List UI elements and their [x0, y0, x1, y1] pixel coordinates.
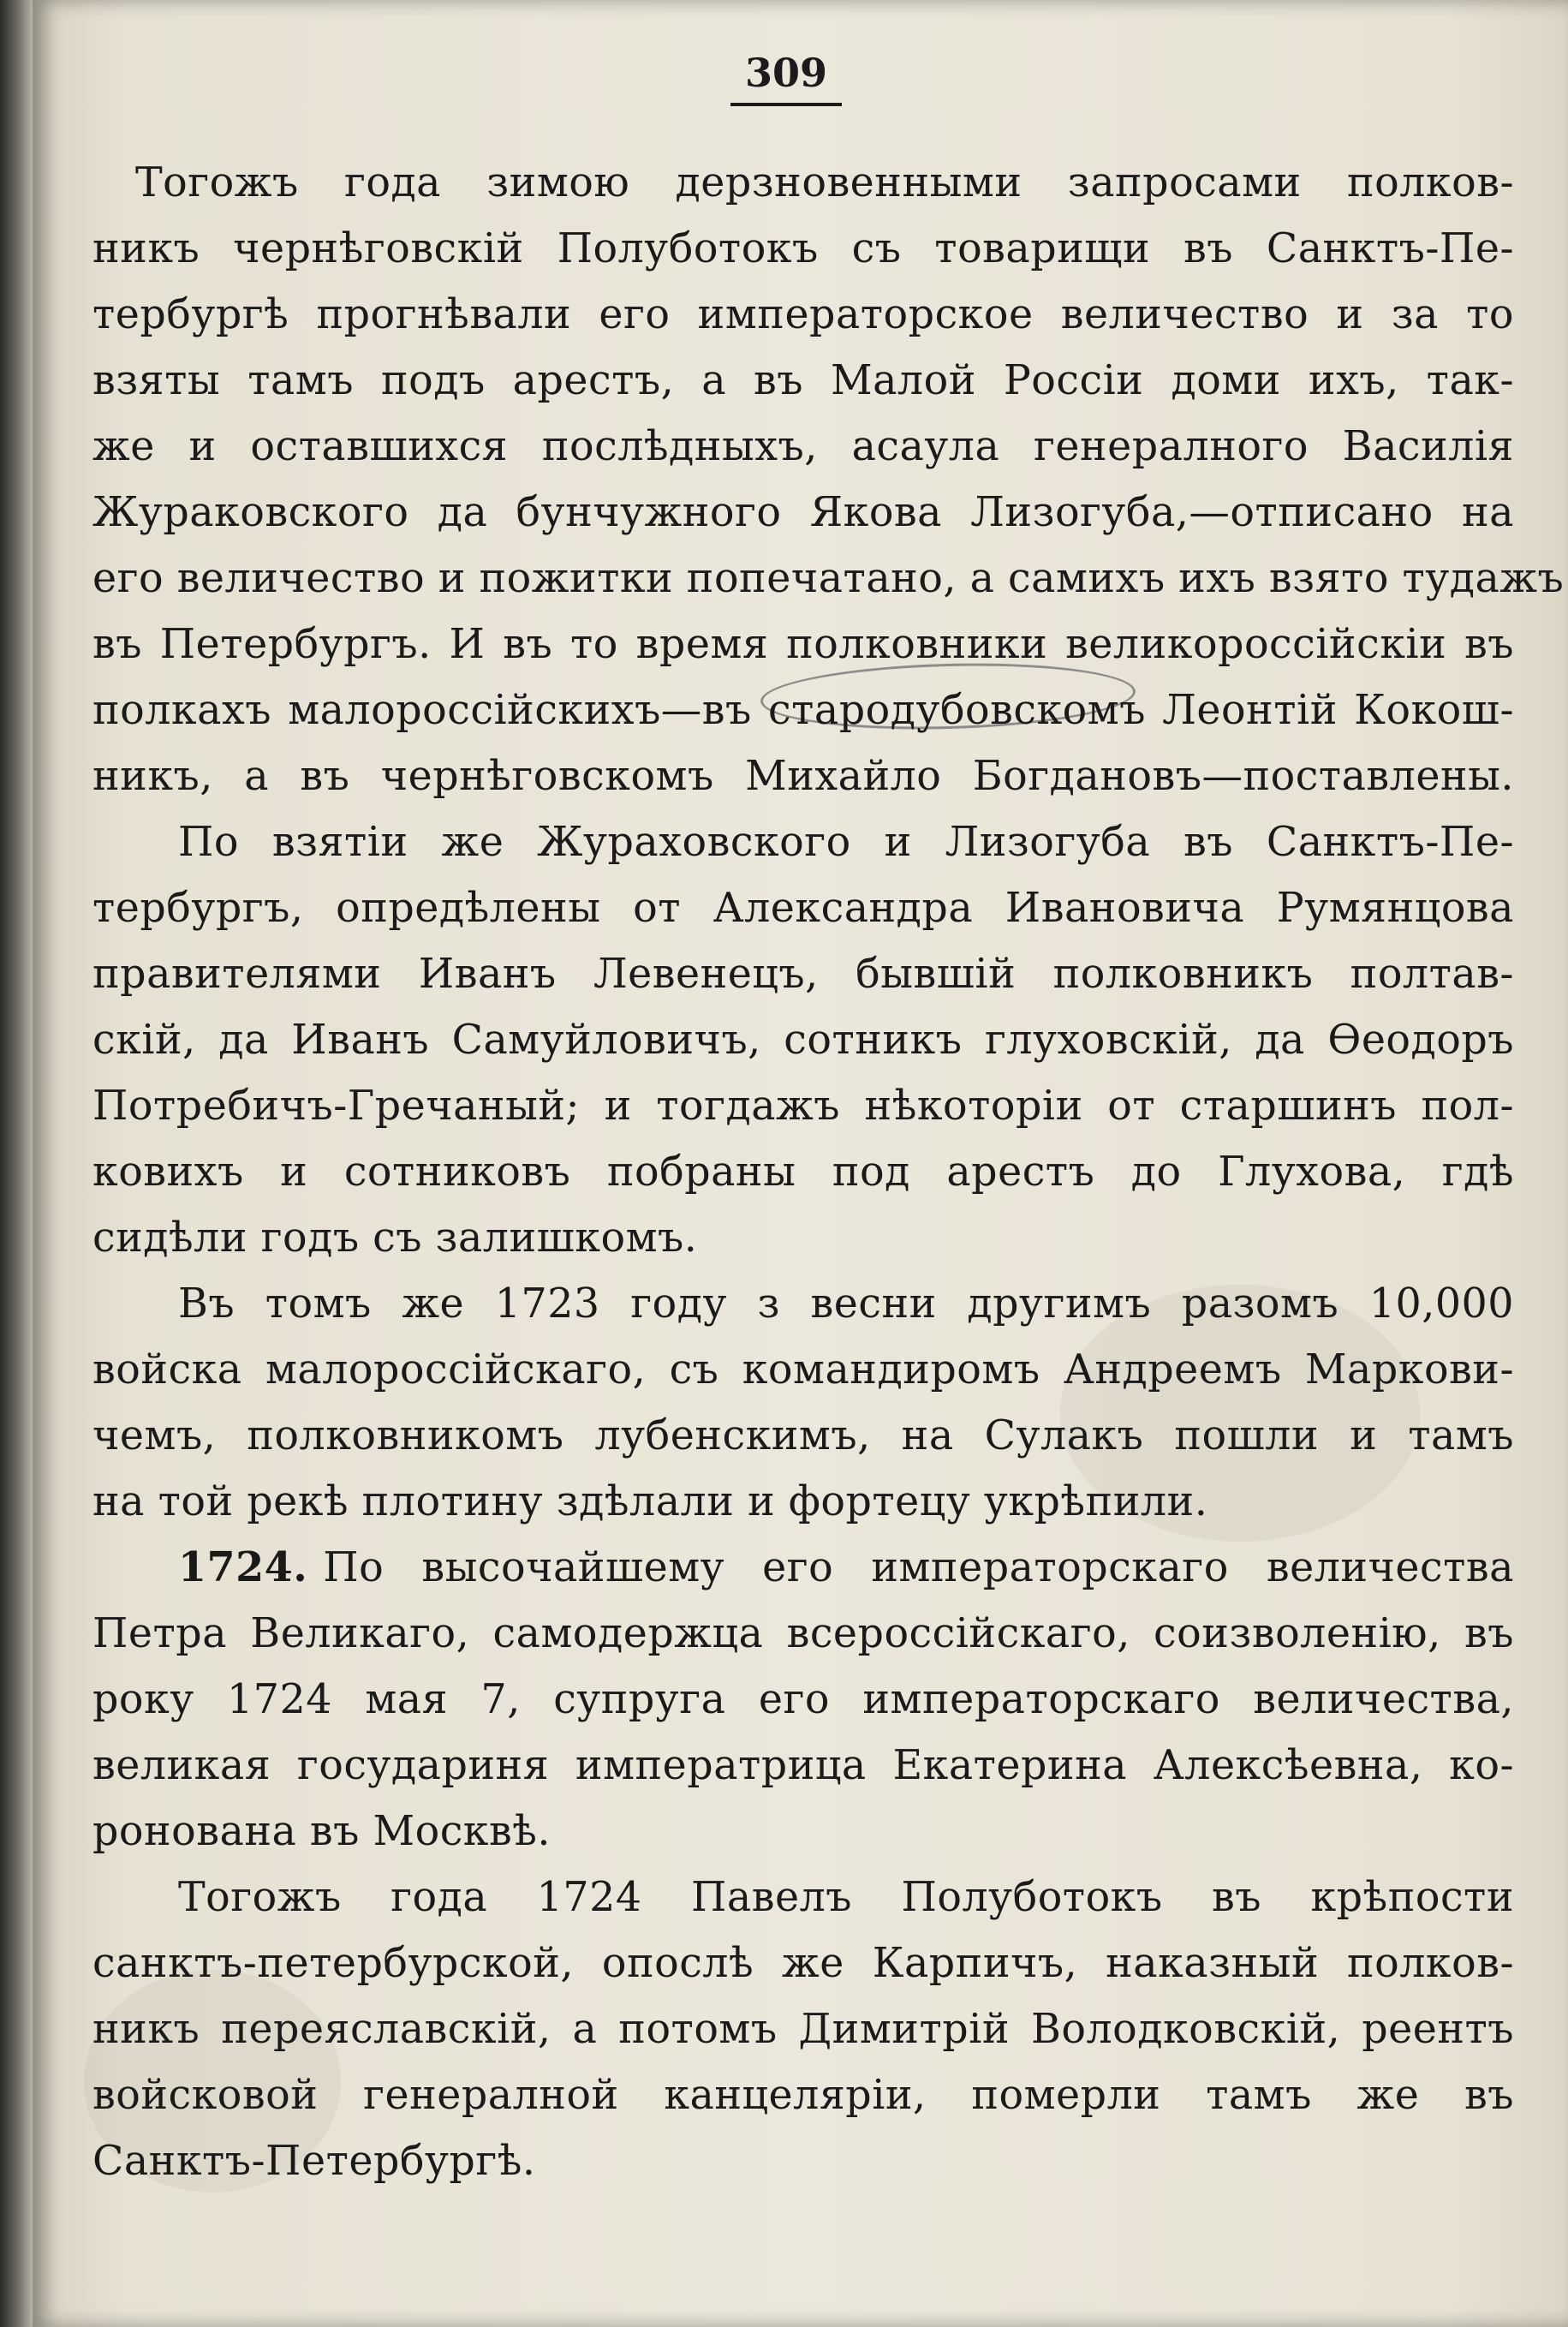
text-line: скій, да Иванъ Самуйловичъ, сотникъ глуховскій, да Ѳеодоръ [92, 1017, 1514, 1064]
text-line: чемъ, полковникомъ лубенскимъ, на Сулакъ пошли и тамъ [92, 1412, 1514, 1459]
text-line: Тогожъ года зимою дерзновенными запросами полков- [135, 159, 1514, 206]
text-line-continuation: По высочайшему его императорскаго величества [323, 1544, 1514, 1591]
text-line: великая государиня императрица Екатерина Алексѣевна, ко- [92, 1742, 1514, 1789]
text-line: Въ томъ же 1723 году з весни другимъ разомъ 10,000 [178, 1280, 1514, 1328]
text-line-year-heading [178, 1543, 1514, 1591]
text-line: его величество и пожитки попечатано, а самихъ ихъ взято тудажъ [92, 555, 1565, 602]
page-number: 309 [730, 50, 842, 106]
text-line: правителями Иванъ Левенецъ, бывшій полковникъ полтав- [92, 951, 1514, 998]
text-line: санктъ-петербурской, опослѣ же Карпичъ, наказный полков- [92, 1940, 1514, 1987]
text-line: тербургъ, опредѣлены от Александра Ивановича Румянцова [92, 885, 1514, 932]
text-line: никъ чернѣговскій Полуботокъ съ товарищи въ Санктъ-Пе- [92, 225, 1514, 272]
text-line: въ Петербургъ. И въ то время полковники великороссійскіи въ [92, 621, 1514, 668]
text-line: же и оставшихся послѣдныхъ, асаула генералного Василія [92, 423, 1514, 470]
text-line: Петра Великаго, самодержца всероссійскаго, соизволенію, въ [92, 1610, 1514, 1657]
text-line: ронована въ Москвѣ. [92, 1808, 551, 1855]
book-spine-shadow [0, 0, 33, 2327]
year-heading: 1724. [178, 1543, 308, 1591]
text-line: Санктъ-Петербургѣ. [92, 2138, 536, 2185]
text-line: По взятіи же Жураховского и Лизогуба въ Санктъ-Пе- [178, 819, 1514, 866]
text-line: войсковой генералной канцеляріи, померли тамъ же въ [92, 2072, 1514, 2119]
text-line: сидѣли годъ съ залишкомъ. [92, 1214, 698, 1262]
text-line: тербургѣ прогнѣвали его императорское величество и за то [92, 291, 1514, 338]
text-line: Жураковского да бунчужного Якова Лизогуба,—отписано на [92, 489, 1514, 536]
text-line: Потребичъ-Гречаный; и тогдажъ нѣкоторіи от старшинъ пол- [92, 1083, 1514, 1130]
text-line: на той рекѣ плотину здѣлали и фортецу укрѣпили. [92, 1478, 1208, 1525]
text-line: полкахъ малороссійскихъ—въ стародубовскомъ Леонтій Кокош- [92, 687, 1514, 734]
text-line: року 1724 мая 7, супруга его императорскаго величества, [92, 1676, 1514, 1723]
text-line: Тогожъ года 1724 Павелъ Полуботокъ въ крѣпости [178, 1874, 1514, 1921]
text-line: никъ, а въ чернѣговскомъ Михайло Богдановъ—поставлены. [92, 753, 1514, 800]
text-line: взяты тамъ подъ арестъ, а въ Малой Россіи доми ихъ, так- [92, 357, 1514, 404]
text-line: никъ переяславскій, а потомъ Димитрій Володковскій, реентъ [92, 2006, 1514, 2053]
book-page [33, 0, 1568, 2327]
text-line: ковихъ и сотниковъ побраны под арестъ до Глухова, гдѣ [92, 1149, 1514, 1196]
text-line: войска малороссійскаго, съ командиромъ Андреемъ Маркови- [92, 1346, 1514, 1393]
